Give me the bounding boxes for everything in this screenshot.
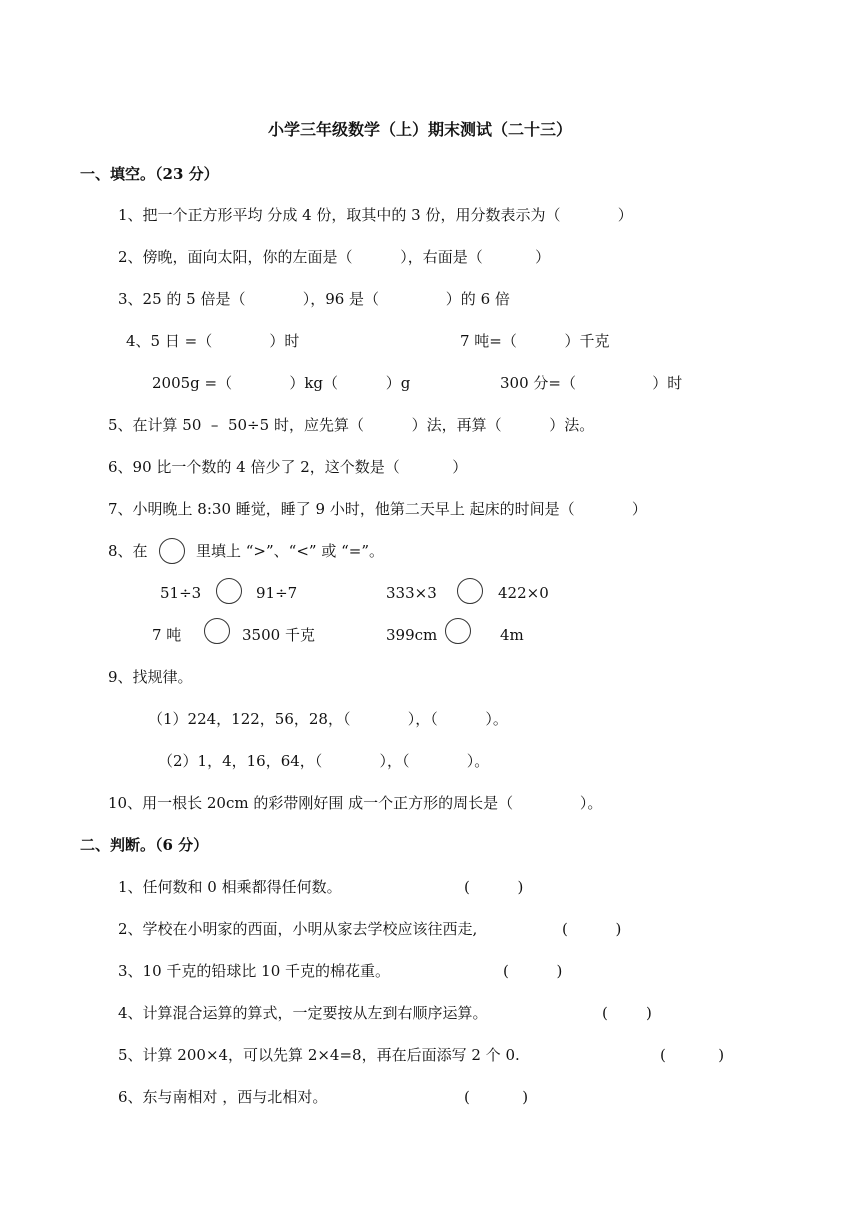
judge-answer-4[interactable]: ( ) [602,1004,652,1022]
compare-circle-example [159,538,185,564]
question-10: 10、用一根长 20cm 的彩带刚好围 成一个正方形的周长是（ ）。 [108,794,603,812]
judge-item-3: 3、10 千克的铅球比 10 千克的棉花重。 [118,962,391,980]
compare-circle-1[interactable] [216,578,242,604]
question-1: 1、把一个正方形平均 分成 4 份，取其中的 3 份，用分数表示为（ ） [118,206,633,224]
compare-left-3: 7 吨 [152,626,182,644]
judge-item-5: 5、计算 200×4，可以先算 2×4=8，再在后面添写 2 个 0. [118,1046,520,1064]
question-9: 9、找规律。 [108,668,193,686]
judge-item-1: 1、任何数和 0 相乘都得任何数。 [118,878,342,896]
judge-answer-1[interactable]: ( ) [464,878,524,896]
question-4c: 2005g =（ ）kg（ ）g [152,374,411,392]
question-8-prefix: 8、在 [108,542,148,560]
page-title: 小学三年级数学（上）期末测试（二十三） [268,120,573,139]
judge-item-4: 4、计算混合运算的算式，一定要按从左到右顺序运算。 [118,1004,488,1022]
section2-heading: 二、判断。（6 分） [80,836,209,854]
compare-left-1: 51÷3 [160,584,202,602]
question-9-1: （1）224，122，56，28，（ ），（ ）。 [148,710,508,728]
judge-item-6: 6、东与南相对 ，西与北相对。 [118,1088,328,1106]
question-4b: 7 吨=（ ）千克 [460,332,610,350]
compare-circle-3[interactable] [204,618,230,644]
judge-item-2: 2、学校在小明家的西面，小明从家去学校应该往西走, [118,920,478,938]
question-5: 5、在计算 50 – 50÷5 时，应先算（ ）法，再算（ ）法。 [108,416,595,434]
compare-left-4: 399cm [386,626,438,644]
section1-heading: 一、填空。（23 分） [80,165,219,183]
compare-circle-2[interactable] [457,578,483,604]
question-2: 2、傍晚，面向太阳，你的左面是（ ），右面是（ ） [118,248,551,266]
judge-answer-3[interactable]: ( ) [503,962,563,980]
question-6: 6、90 比一个数的 4 倍少了 2，这个数是（ ） [108,458,468,476]
compare-right-1: 91÷7 [256,584,298,602]
judge-answer-5[interactable]: ( ) [660,1046,725,1064]
question-8-suffix: 里填上 “>”、“<” 或 “=”。 [196,542,385,560]
compare-right-4: 4m [500,626,524,644]
question-4d: 300 分=（ ）时 [500,374,683,392]
compare-circle-4[interactable] [445,618,471,644]
compare-right-3: 3500 千克 [242,626,315,644]
question-7: 7、小明晚上 8:30 睡觉，睡了 9 小时，他第二天早上 起床的时间是（ ） [108,500,647,518]
judge-answer-2[interactable]: ( ) [562,920,622,938]
question-9-2: （2）1，4，16，64，（ ），（ ）。 [158,752,490,770]
judge-answer-6[interactable]: ( ) [464,1088,529,1106]
compare-right-2: 422×0 [498,584,549,602]
question-3: 3、25 的 5 倍是（ ），96 是（ ）的 6 倍 [118,290,510,308]
question-4a: 4、5 日 =（ ）时 [126,332,300,350]
compare-left-2: 333×3 [386,584,437,602]
